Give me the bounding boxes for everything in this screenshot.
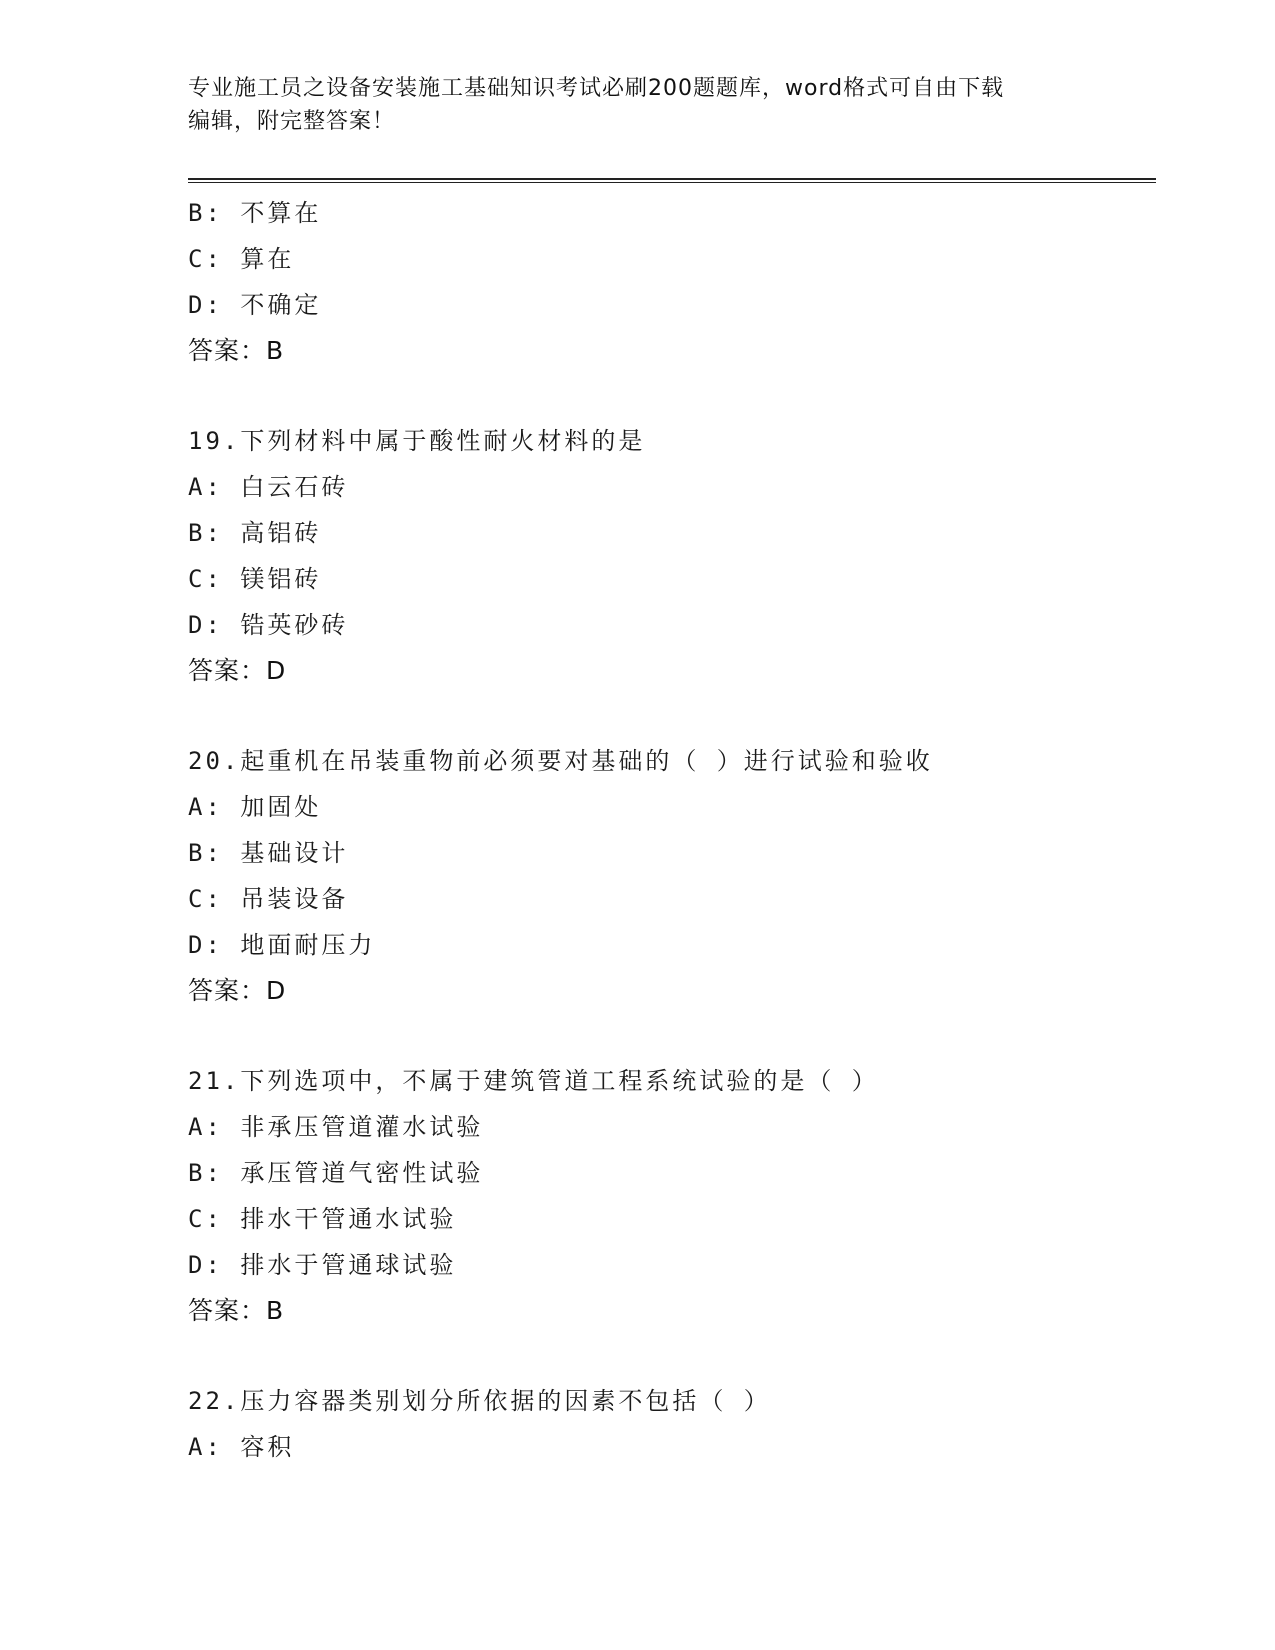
option-d: D: 不确定 <box>188 291 322 319</box>
option-a: A: 容积 <box>188 1433 295 1461</box>
answer-line: 答案：D <box>188 976 287 1005</box>
option-d: D: 锆英砂砖 <box>188 611 349 639</box>
option-c: C: 镁铝砖 <box>188 565 322 593</box>
option-a: A: 加固处 <box>188 793 322 821</box>
answer-line: 答案：D <box>188 656 287 685</box>
question-20 <box>188 738 1156 1014</box>
option-b: B: 承压管道气密性试验 <box>188 1159 484 1187</box>
question-stem: 22.压力容器类别划分所依据的因素不包括（ ） <box>188 1387 771 1415</box>
option-b: B: 基础设计 <box>188 839 349 867</box>
question-stem: 19.下列材料中属于酸性耐火材料的是 <box>188 427 646 455</box>
header-divider <box>188 178 1156 183</box>
header-title-line-1: 专业施工员之设备安装施工基础知识考试必刷200题题库，word格式可自由下载 <box>188 76 1005 101</box>
option-d: D: 地面耐压力 <box>188 931 376 959</box>
option-b: B: 高铝砖 <box>188 519 322 547</box>
question-19 <box>188 418 1156 694</box>
option-a: A: 非承压管道灌水试验 <box>188 1113 484 1141</box>
option-a: A: 白云石砖 <box>188 473 349 501</box>
option-d: D: 排水于管通球试验 <box>188 1251 457 1279</box>
question-stem: 20.起重机在吊装重物前必须要对基础的（ ）进行试验和验收 <box>188 747 933 775</box>
question-22 <box>188 1378 1156 1470</box>
question-18-continued <box>188 190 1156 374</box>
option-b: B: 不算在 <box>188 199 322 227</box>
option-c: C: 算在 <box>188 245 295 273</box>
document-header <box>188 72 1068 138</box>
option-c: C: 排水干管通水试验 <box>188 1205 457 1233</box>
question-list <box>188 190 1156 1470</box>
question-21 <box>188 1058 1156 1334</box>
question-stem: 21.下列选项中，不属于建筑管道工程系统试验的是（ ） <box>188 1067 879 1095</box>
option-c: C: 吊装设备 <box>188 885 349 913</box>
answer-line: 答案：B <box>188 336 285 365</box>
header-title-line-2: 编辑，附完整答案！ <box>188 109 396 134</box>
answer-line: 答案：B <box>188 1296 285 1325</box>
